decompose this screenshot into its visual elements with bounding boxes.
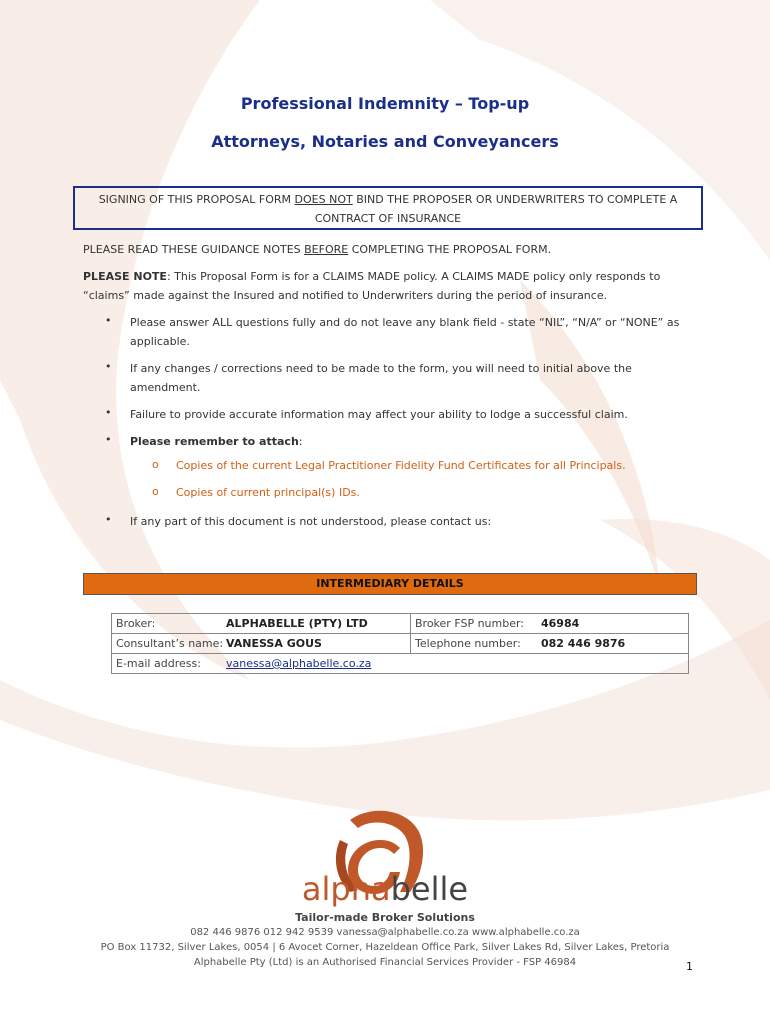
consultant-value: VANESSA GOUS (226, 637, 322, 650)
bullet-contact-us: If any part of this document is not understood, please contact us: (130, 515, 492, 528)
notice-underlined: DOES NOT (294, 193, 353, 206)
bullet-glyph: • (105, 314, 112, 327)
footer-address-line: PO Box 11732, Silver Lakes, 0054 | 6 Avocet Corner, Hazeldean Office Park, Silver Lakes Rd, Silver Lakes, Pretoria (100, 942, 670, 953)
guidance-notes (83, 240, 693, 259)
note-line2: “claims” made against the Insured and notified to Underwriters during the period of insurance. (83, 289, 608, 302)
bullet-glyph: • (105, 406, 112, 419)
table-row (112, 654, 689, 674)
bullet2-line2: amendment. (130, 381, 201, 394)
telephone-label: Telephone number: (415, 637, 521, 650)
bullet1-line1: Please answer ALL questions fully and do not leave any blank field - state “NIL”, “N/A” or “NONE” as (130, 316, 680, 329)
guidance-underlined: BEFORE (304, 243, 349, 256)
bullet-accurate-info: Failure to provide accurate information may affect your ability to lodge a successful claim. (130, 408, 628, 421)
bullet2-line1: If any changes / corrections need to be made to the form, you will need to initial above the (130, 362, 632, 375)
brand-belle: belle (390, 870, 469, 908)
notice-text-line2: CONTRACT OF INSURANCE (314, 212, 462, 225)
bullet-glyph: • (105, 360, 112, 373)
broker-value: ALPHABELLE (PTY) LTD (226, 617, 368, 630)
broker-label: Broker: (116, 617, 156, 630)
fsp-cell (411, 614, 689, 634)
telephone-cell (411, 634, 689, 654)
notice-text-part2: BIND THE PROPOSER OR UNDERWRITERS TO COMPLETE A (352, 193, 678, 206)
bullet-answer-all (130, 313, 690, 351)
bullet-glyph: • (105, 513, 112, 526)
note-line1: : This Proposal Form is for a CLAIMS MADE policy. A CLAIMS MADE policy only responds to (166, 270, 661, 283)
document-subtitle: Attorneys, Notaries and Conveyancers (211, 132, 559, 151)
sub-bullet-glyph: o (152, 485, 159, 498)
remember-attach-colon: : (298, 435, 303, 448)
remember-attach-label: Please remember to attach (130, 435, 299, 448)
bullet-remember-attach (130, 432, 690, 451)
binding-notice-box (73, 186, 703, 230)
please-note-label: PLEASE NOTE (83, 270, 167, 283)
footer-contact-line: 082 446 9876 012 942 9539 vanessa@alphabelle.co.za www.alphabelle.co.za (190, 927, 580, 938)
attach-principal-ids: Copies of current principal(s) IDs. (176, 486, 360, 499)
bullet1-line2: applicable. (130, 335, 190, 348)
guidance-part2: COMPLETING THE PROPOSAL FORM. (348, 243, 552, 256)
bullet-glyph: • (105, 433, 112, 446)
intermediary-details-table (111, 613, 689, 674)
table-row (112, 634, 689, 654)
notice-text-part1: SIGNING OF THIS PROPOSAL FORM (98, 193, 295, 206)
please-note-paragraph (83, 267, 693, 305)
telephone-value: 082 446 9876 (541, 637, 626, 650)
bullet-corrections (130, 359, 690, 397)
fsp-value: 46984 (541, 617, 580, 630)
sub-bullet-glyph: o (152, 458, 159, 471)
email-cell (112, 654, 689, 674)
brand-tagline: Tailor-made Broker Solutions (295, 911, 475, 924)
brand-wordmark (0, 870, 770, 908)
broker-cell (112, 614, 411, 634)
brand-alpha: alpha (301, 870, 391, 908)
consultant-label: Consultant’s name: (116, 637, 224, 650)
intermediary-details-header: INTERMEDIARY DETAILS (83, 573, 697, 595)
footer-fsp-line: Alphabelle Pty (Ltd) is an Authorised Financial Services Provider - FSP 46984 (193, 957, 577, 968)
table-row (112, 614, 689, 634)
document-title: Professional Indemnity – Top-up (240, 94, 530, 113)
page-number: 1 (686, 960, 693, 973)
consultant-cell (112, 634, 411, 654)
email-link[interactable]: vanessa@alphabelle.co.za (226, 657, 372, 670)
fsp-label: Broker FSP number: (415, 617, 525, 630)
attach-fidelity-certificates: Copies of the current Legal Practitioner Fidelity Fund Certificates for all Principals. (176, 459, 626, 472)
email-label: E-mail address: (116, 657, 201, 670)
guidance-part1: PLEASE READ THESE GUIDANCE NOTES (83, 243, 305, 256)
